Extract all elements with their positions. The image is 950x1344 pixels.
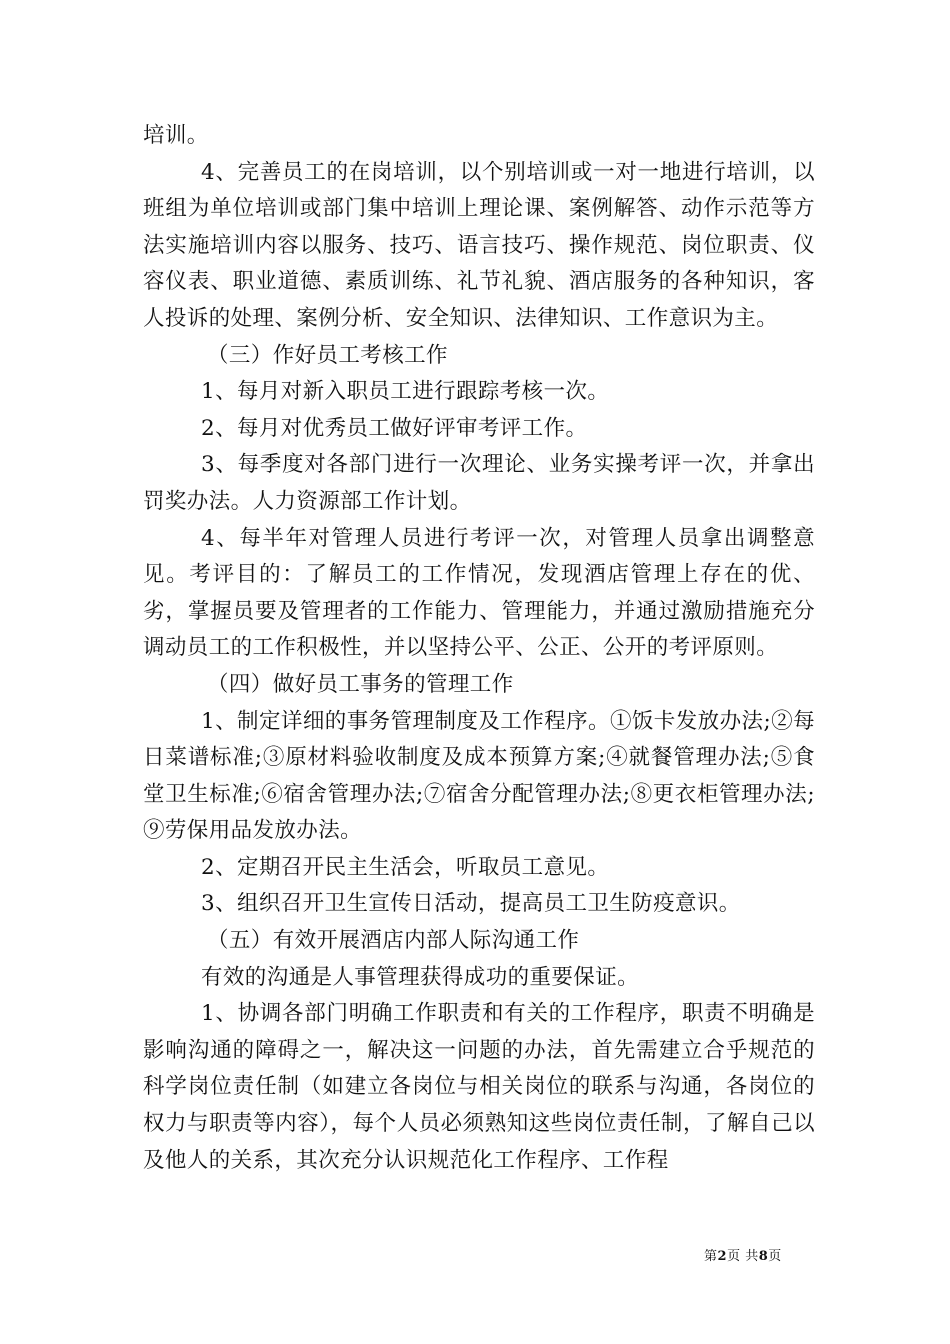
paragraph-assessment-item-4: 4、每半年对管理人员进行考评一次，对管理人员拿出调整意见。考评目的：了解员工的工作情况，发现酒店管理上存在的优、劣，掌握员要及管理者的工作能力、管理能力，并通过激励措施充分调动员工的工作积极性，并以坚持公平、公正、公开的考评原则。: [143, 525, 815, 661]
footer-middle: 页 共: [727, 1249, 759, 1264]
paragraph-communication-intro: 有效的沟通是人事管理获得成功的重要保证。: [201, 964, 640, 990]
paragraph-affairs-item-2: 2、定期召开民主生活会，听取员工意见。: [201, 854, 610, 880]
section-heading-3: （三）作好员工考核工作: [207, 342, 448, 368]
section-heading-5: （五）有效开展酒店内部人际沟通工作: [207, 928, 580, 954]
paragraph-affairs-item-3: 3、组织召开卫生宣传日活动，提高员工卫生防疫意识。: [201, 891, 741, 917]
paragraph-continuation: 培训。: [143, 123, 209, 148]
section-heading-4: （四）做好员工事务的管理工作: [207, 671, 514, 697]
footer-total-pages: 8: [758, 1249, 769, 1264]
paragraph-assessment-item-1: 1、每月对新入职员工进行跟踪考核一次。: [201, 379, 610, 405]
body-text: [143, 118, 815, 1179]
page-number-footer: [704, 1245, 782, 1264]
footer-suffix: 页: [768, 1249, 782, 1264]
paragraph-training-item-4: 4、完善员工的在岗培训，以个别培训或一对一地进行培训，以班组为单位培训或部门集中培训上理论课、案例解答、动作示范等方法实施培训内容以服务、技巧、语言技巧、操作规范、岗位职责、仪容仪表、职业道德、素质训练、礼节礼貌、酒店服务的各种知识，客人投诉的处理、案例分析、安全知识、法律知识、工作意识为主。: [143, 159, 815, 331]
footer-prefix: 第: [704, 1249, 718, 1264]
paragraph-assessment-item-2: 2、每月对优秀员工做好评审考评工作。: [201, 415, 588, 441]
footer-current-page: 2: [717, 1249, 728, 1264]
paragraph-affairs-item-1: 1、制定详细的事务管理制度及工作程序。①饭卡发放办法;②每日菜谱标准;③原材料验收制度及成本预算方案;④就餐管理办法;⑤食堂卫生标准;⑥宿舍管理办法;⑦宿舍分配管理办法;⑧更衣柜管理办法;⑨劳保用品发放办法。: [143, 708, 815, 844]
paragraph-assessment-item-3: 3、每季度对各部门进行一次理论、业务实操考评一次，并拿出罚奖办法。人力资源部工作计划。: [143, 452, 815, 514]
paragraph-communication-item-1: 1、协调各部门明确工作职责和有关的工作程序，职责不明确是影响沟通的障碍之一，解决这一问题的办法，首先需建立合乎规范的科学岗位责任制（如建立各岗位与相关岗位的联系与沟通，各岗位的权力与职责等内容），每个人员必须熟知这些岗位责任制，了解自己以及他人的关系，其次充分认识规范化工作程序、工作程: [143, 1001, 815, 1173]
